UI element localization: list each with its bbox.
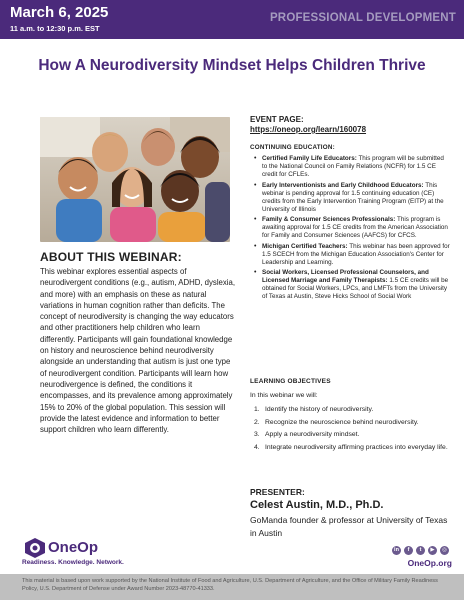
oneop-logo [22, 535, 142, 571]
header-banner [0, 0, 464, 39]
list-item [250, 182, 450, 214]
learning-objectives-heading: LEARNING OBJECTIVES [250, 378, 331, 385]
objective-number: 4. [254, 443, 260, 451]
objectives-list [250, 405, 460, 455]
ce-item-title: Certified Family Life Educators: [262, 155, 357, 162]
presenter-heading: PRESENTER: [250, 487, 305, 497]
about-heading: ABOUT THIS WEBINAR: [40, 250, 182, 264]
social-icons [392, 546, 454, 556]
youtube-icon[interactable]: ▶ [428, 546, 437, 555]
children-photo-image [40, 117, 230, 242]
list-item [250, 243, 450, 267]
facebook-icon[interactable]: f [404, 546, 413, 555]
brand-name: OneOp [48, 539, 99, 556]
ce-item-title: Social Workers, Licensed Professional Counselors, and Licensed Marriage and Family Therapists: [262, 269, 429, 284]
children-photo [40, 117, 230, 242]
oneop-logo-icon [24, 537, 46, 559]
list-item [250, 269, 450, 301]
event-date: March 6, 2025 [10, 4, 109, 21]
ce-list [250, 155, 450, 301]
ce-item-title: Family & Consumer Sciences Professionals: [262, 216, 396, 223]
objective-text: Recognize the neuroscience behind neurodiversity. [265, 418, 419, 426]
list-item [250, 155, 450, 179]
event-time: 11 a.m. to 12:30 p.m. EST [10, 24, 100, 33]
objective-number: 3. [254, 431, 260, 438]
list-item [250, 443, 460, 454]
presenter-role: GoManda founder & professor at University of Texas in Austin [250, 515, 448, 538]
linkedin-icon[interactable]: in [392, 546, 401, 555]
ce-item-text: 1.5 CE credits will be obtained for Social Workers, LPCs, and LMFTs from the University of Texas at Austin, Steve Hicks School of Social Work [262, 277, 449, 300]
list-item [250, 418, 460, 429]
about-body: This webinar explores essential aspects of neurodivergent conditions (e.g., autism, ADHD, dyslexia, and more) with an emphasis on these as natural variations in human cognition rather than deficits. The concept of neurodiversity is changing the way educators and other practitioners help children who learn differently. Participants will gain foundational knowledge on history and neuroscience behind neurodiversity alongside an understanding that autism is just one type of neurodivergent condition. Participants will learn how neurodivergence is defined, the conditions it encompasses, and its prevalence among approximately 15% to 20% of the global population. This session will provide the latest evidence and information to better support children who learn differently. [40, 267, 236, 435]
objective-text: Identify the history of neurodiversity. [265, 406, 374, 413]
objective-number: 2. [254, 418, 260, 426]
funding-statement: This material is based upon work supported by the National Institute of Food and Agriculture, U.S. Department of Agriculture, and the Office of Military Family Readiness Policy, U.S. Department of Defense under Award Number 2023-48770-41333. [22, 578, 438, 592]
objective-number: 1. [254, 406, 260, 413]
objective-text: Apply a neurodiversity mindset. [265, 431, 360, 438]
instagram-icon[interactable]: ◎ [440, 546, 449, 555]
event-page-heading: EVENT PAGE: [250, 115, 304, 124]
twitter-icon[interactable]: t [416, 546, 425, 555]
right-column [250, 115, 450, 304]
event-page-link[interactable]: https://oneop.org/learn/160078 [250, 125, 367, 134]
ce-item-title: Michigan Certified Teachers: [262, 242, 348, 250]
list-item [250, 430, 460, 441]
learning-objectives-intro: In this webinar we will: [250, 392, 318, 399]
footer-bar [0, 574, 464, 600]
brand-tagline: Readiness. Knowledge. Network. [22, 559, 124, 566]
ce-item-text: This program is awaiting approval for 1.5 CE credits from the American Association for Family and Consumer Sciences (AAFCS) for CFCS. [262, 216, 448, 239]
list-item [250, 405, 460, 416]
category-label: PROFESSIONAL DEVELOPMENT [269, 12, 456, 24]
site-link[interactable]: OneOp.org [407, 558, 452, 568]
ce-item-title: Early Interventionists and Early Childhood Educators: [262, 181, 424, 189]
objective-text: Integrate neurodiversity affirming practices into everyday life. [265, 443, 448, 451]
ce-item-text: This program will be submitted to the National Council on Family Relations (NCFR) for 1.5 CE credit for CFLEs. [262, 155, 444, 178]
continuing-education-heading: CONTINUING EDUCATION: [250, 144, 335, 151]
presenter-name: Celest Austin, M.D., Ph.D. [250, 499, 384, 511]
ce-item-text: This webinar has been approved for 1.5 SCECH from the Michigan Education Association's Center for Leadership and Learning. [262, 242, 450, 266]
page-title: How A Neurodiversity Mindset Helps Children Thrive [38, 57, 426, 74]
ce-item-text: This webinar is pending approval for 1.5 continuing education (CE) credits from the Early Intervention Training Program (EITP) at the University of Illinois [262, 181, 444, 213]
list-item [250, 216, 450, 240]
